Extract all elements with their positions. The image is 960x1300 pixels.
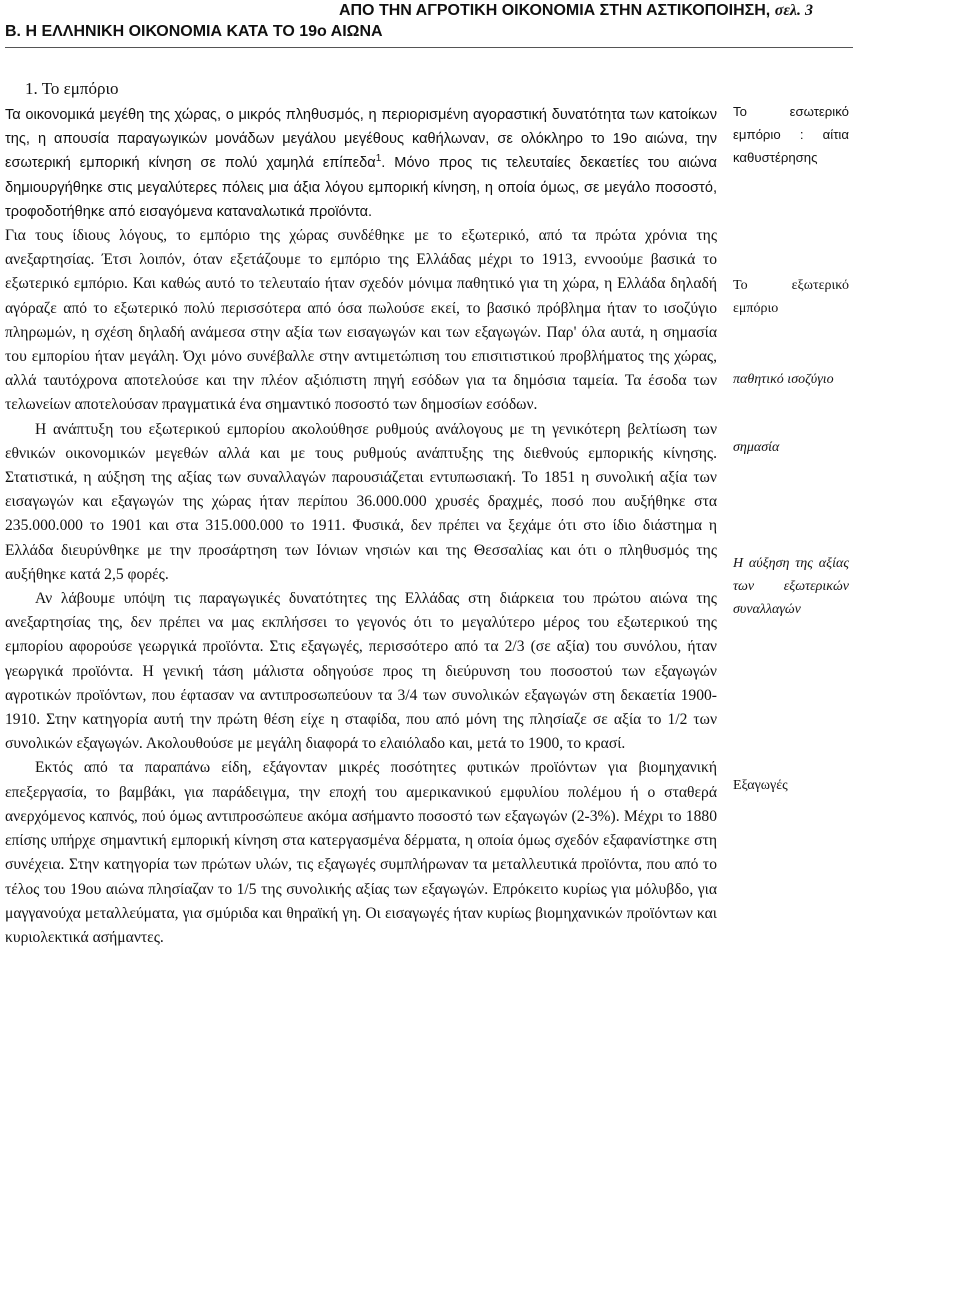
main-text bbox=[5, 77, 717, 950]
paragraph-1-part-a: Τα οικονομικά μεγέθη της χώρας, ο μικρός πληθυσμός, η περιορισμένη αγοραστική δυνατότητα των κατοίκων της, η απουσία παραγωγικών μονάδων μεγάλου μεγέθους καθήλωναν, σε ολόκληρο το 19ο αιώνα, την εσωτερική εμπορική κίνηση σε πολύ χαμηλά επίπεδα bbox=[5, 107, 717, 172]
paragraph-5: Εκτός από τα παραπάνω είδη, εξάγονταν μικρές ποσότητες φυτικών προϊόντων για βιομηχανική επεξεργασία, το βαμβάκι, για παράδειγμα, την εποχή του αμερικανικού εμφυλίου πολέμου ή ο σταθερά ανερχόμενος καπνός, πού όμως αντιπροσώπευε ακόμα ασήμαντο ποσοστό των εξαγωγών (2-3%). Μέχρι το 1880 επίσης υπήρχε σημαντική εμπορική κίνηση στα κατεργασμένα δέρματα, η οποία όμως σχεδόν εξαφανίστηκε στη συνέχεια. Στην κατηγορία των πρώτων υλών, τις εξαγωγές συμπλήρωναν τα μεταλλευτικά προϊόντα, που από το τέλος του 19ου αιώνα πλησίαζαν το 1/5 της συνολικής αξίας των εξαγωγών. Επρόκειτο κυρίως για μόλυβδο, για μαγγανούχα μεταλλεύματα, για σμύριδα και θηραϊκή γη. Οι εισαγωγές ήταν κυρίως βιομηχανικών προϊόντων και κυριολεκτικά ασήμαντες. bbox=[5, 759, 717, 946]
margin-note-foreign-trade: Το εξωτερικό εμπόριο bbox=[733, 278, 849, 316]
margin-note-trade-growth: Η αύξηση της αξίας των εξωτερικών συναλλαγών bbox=[733, 556, 849, 617]
page-number: σελ. 3 bbox=[774, 2, 813, 19]
margin-note-importance: σημασία bbox=[733, 440, 780, 455]
section-title: 1. Το εμπόριο bbox=[25, 79, 119, 98]
paragraph-1-part-b: . Μόνο προς τις τελευταίες δεκαετίες του αιώνα δημιουργήθηκε στις μεγαλύτερες πόλεις μια άξια λόγου εμπορική κίνηση, η οποία όμως, σε μεγάλο ποσοστό, τροφοδοτήθηκε από εισαγόμενα καταναλωτικά προϊόντα. bbox=[5, 155, 717, 220]
footnote-ref[interactable]: 1 bbox=[375, 153, 382, 165]
page-header bbox=[5, 0, 853, 50]
running-title bbox=[339, 2, 813, 20]
paragraph-1 bbox=[5, 103, 717, 224]
margin-note-exports: Εξαγωγές bbox=[733, 778, 788, 793]
chapter-title: Β. Η ΕΛΛΗΝΙΚΗ ΟΙΚΟΝΟΜΙΑ ΚΑΤΑ ΤΟ 19ο ΑΙΩΝΑ bbox=[5, 23, 383, 40]
paragraph-3: Η ανάπτυξη του εξωτερικού εμπορίου ακολούθησε ρυθμούς ανάλογους με τη γενικότερη βελτίωση των εθνικών οικονομικών μεγεθών αλλά και με τους ρυθμούς ανάπτυξης της διεθνούς εμπορικής κίνησης. Στατιστικά, η αύξηση της αξίας των συναλλαγών παρουσιάζεται εντυπωσιακή. Το 1851 η συνολική αξία των εισαγωγών και εξαγωγών της χώρας ήταν περίπου 36.000.000 χρυσές δραχμές, ποσό που αυξήθηκε στα 235.000.000 το 1901 και στα 315.000.000 το 1911. Φυσικά, δεν πρέπει να ξεχάμε ότι στο ίδιο διάστημα η Ελλάδα διευρύνθηκε με την προσάρτηση των Ιόνιων νησιών και της Θεσσαλίας και ότι ο πληθυσμός της αυξήθηκε κατά 2,5 φορές. bbox=[5, 420, 717, 583]
margin-note-domestic-trade: Το εσωτερικό εμπόριο : αίτια καθυστέρησης bbox=[733, 104, 849, 165]
paragraph-4: Αν λάβουμε υπόψη τις παραγωγικές δυνατότητες της Ελλάδας στη διάρκεια του πρώτου αιώνα της ανεξαρτησίας της, δεν πρέπει να μας εκπλήσσει το γεγονός ότι το μεγαλύτερο μέρος του εξωτερικού της εμπορίου αφορούσε γεωργικά προϊόντα. Στις εξαγωγές, περισσότερο από τα 2/3 (σε αξία) του συνόλου, ήταν γεωργικά προϊόντα. Η γενική τάση μάλιστα οδηγούσε προς τη διεύρυνση του ποσοστού των εξαγωγών αγροτικών προϊόντων, που έφτασαν να αντιπροσωπεύουν τα 3/4 των συνολικών εξαγωγών στη δεκαετία 1900-1910. Στην κατηγορία αυτή την πρώτη θέση είχε η σταφίδα, που από μόνη της πλησίαζε σε αξία το 1/2 των συνολικών εξαγωγών. Ακολουθούσε με μεγάλη διαφορά το ελαιόλαδο και, μετά το 1900, το κρασί. bbox=[5, 590, 717, 753]
running-title-text: ΑΠΟ ΤΗΝ ΑΓΡΟΤΙΚΗ ΟΙΚΟΝΟΜΙΑ ΣΤΗΝ ΑΣΤΙΚΟΠΟΙΗΣΗ, bbox=[338, 2, 771, 19]
header-divider bbox=[5, 47, 853, 48]
paragraph-2: Για τους ίδιους λόγους, το εμπόριο της χώρας συνδέθηκε με το εξωτερικό, από τα πρώτα χρόνια της ανεξαρτησίας. Έτσι λοιπόν, όταν εξετάζουμε το εμπόριο της Ελλάδας μέχρι το 1913, εννοούμε βασικά το εξωτερικό εμπόριο. Και καθώς αυτό το τελευταίο ήταν σχεδόν μόνιμα παθητικό για τη χώρα, η Ελλάδα δηλαδή αγόραζε από το εξωτερικό πολύ περισσότερα από όσα πωλούσε εκεί, το βασικό πρόβλημα ήταν το ισοζύγιο πληρωμών, η σχέση δηλαδή ανάμεσα στην αξία των εισαγωγών και των εξαγωγών. Παρ' όλα αυτά, η σημασία του εμπορίου ήταν μεγάλη. Όχι μόνο συνέβαλλε στην αντιμετώπιση του επισιτιστικού προβλήματος της χώρας, αλλά ταυτόχρονα αποτελούσε και την πλέον αξιόπιστη πηγή εσόδων για τα δημόσια ταμεία. Τα έσοδα των τελωνείων αποτελούσαν πραγματικά ένα σημαντικό ποσοστό των δημοσίων εσόδων. bbox=[5, 227, 717, 414]
margin-note-trade-deficit: παθητικό ισοζύγιο bbox=[733, 372, 834, 387]
